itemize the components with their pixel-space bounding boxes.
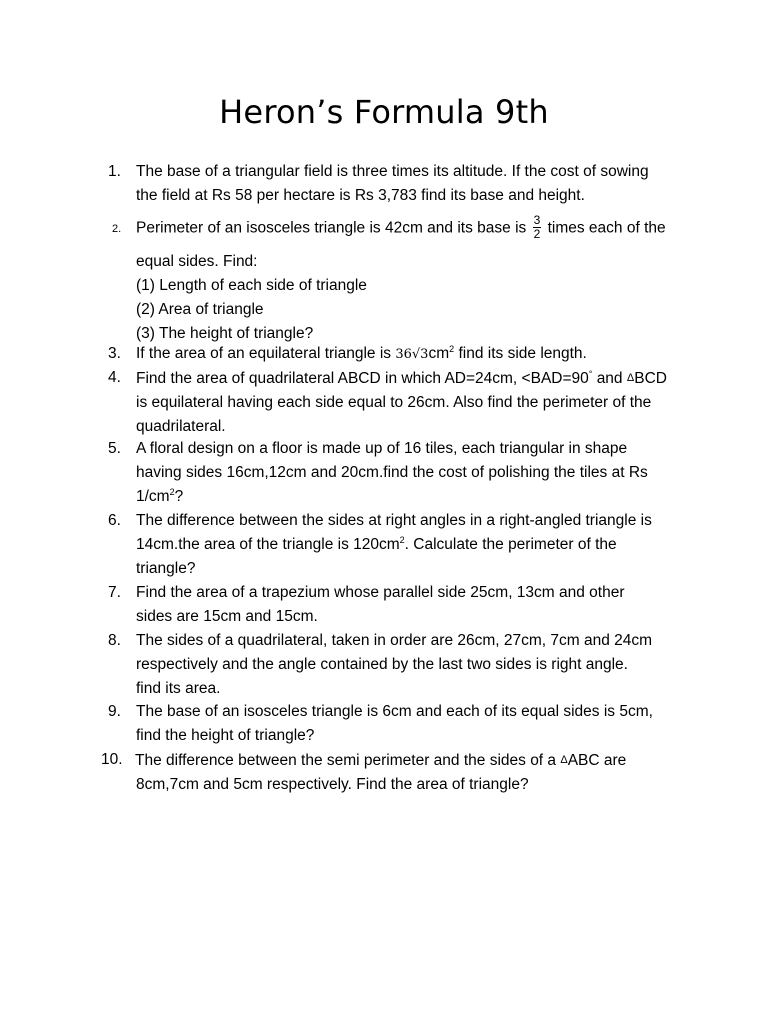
fraction-numerator: 3 — [533, 213, 541, 227]
math-expression: 36√3 — [395, 347, 429, 362]
fraction-denominator: 2 — [533, 227, 541, 241]
question-9 — [108, 700, 696, 748]
question-text: find the height of triangle? — [136, 727, 315, 744]
question-text — [136, 215, 696, 242]
question-text — [136, 366, 696, 391]
unit: cm — [428, 345, 450, 362]
sub-question: (2) Area of triangle — [136, 301, 264, 318]
question-text: A floral design on a floor is made up of 16 tiles, each triangular in shape — [136, 440, 628, 457]
question-number: 4. — [108, 369, 121, 386]
question-text-part: If the area of an equilateral triangle is — [136, 345, 392, 362]
question-text-part: find its side length. — [458, 345, 587, 362]
question-text: The base of a triangular field is three times its altitude. If the cost of sowing — [136, 163, 649, 180]
question-number: 1. — [108, 163, 121, 180]
question-text-part: times each of the — [547, 219, 666, 237]
question-text: sides are 15cm and 15cm. — [136, 608, 318, 625]
question-number: 7. — [108, 584, 121, 601]
question-text-part: ? — [174, 488, 184, 505]
question-number: 6. — [108, 512, 121, 529]
question-text: The sides of a quadrilateral, taken in order are 26cm, 27cm, 7cm and 24cm — [136, 632, 653, 649]
question-text-part: ABC are — [567, 752, 627, 769]
question-text: the field at Rs 58 per hectare is Rs 3,783 find its base and height. — [136, 187, 585, 204]
question-text: 8cm,7cm and 5cm respectively. Find the area of triangle? — [136, 776, 529, 793]
question-text-part: 1/cm — [136, 488, 170, 505]
question-text — [136, 485, 696, 509]
question-text — [135, 748, 696, 773]
superscript: 2 — [399, 534, 405, 545]
question-text-part: and — [596, 370, 623, 387]
question-text: is equilateral having each side equal to 26cm. Also find the perimeter of the — [136, 394, 652, 411]
question-text: quadrilateral. — [136, 418, 226, 435]
question-7 — [108, 581, 696, 629]
question-text — [136, 342, 696, 367]
question-text: equal sides. Find: — [136, 253, 258, 270]
question-text-part: 14cm.the area of the triangle is 120cm — [136, 536, 400, 553]
degree-symbol: ° — [588, 368, 593, 379]
question-text-part: . Calculate the perimeter of the — [404, 536, 617, 553]
page-title: Heron’s Formula 9th — [219, 93, 549, 131]
question-number: 2. — [112, 223, 122, 235]
question-8 — [108, 629, 696, 701]
question-text: Find the area of a trapezium whose parallel side 25cm, 13cm and other — [136, 584, 625, 601]
fraction — [533, 214, 542, 241]
question-text: respectively and the angle contained by the last two sides is right angle. — [136, 656, 628, 673]
question-2 — [112, 213, 696, 346]
question-text: having sides 16cm,12cm and 20cm.find the cost of polishing the tiles at Rs — [136, 464, 648, 481]
question-10 — [101, 748, 696, 797]
question-number: 10. — [101, 751, 123, 768]
question-text: The difference between the sides at right angles in a right-angled triangle is — [136, 512, 652, 529]
question-text: triangle? — [136, 560, 196, 577]
sub-question: (3) The height of triangle? — [136, 325, 314, 342]
question-3 — [108, 342, 696, 367]
triangle-symbol: Δ — [560, 754, 568, 766]
question-1 — [108, 160, 696, 208]
question-text: find its area. — [136, 680, 221, 697]
question-4 — [108, 366, 696, 439]
question-text-part: The difference between the semi perimeter and the sides of a — [135, 752, 557, 769]
question-text-part: BCD — [634, 370, 667, 387]
question-5 — [108, 437, 696, 509]
question-number: 5. — [108, 440, 121, 457]
sub-question: (1) Length of each side of triangle — [136, 277, 367, 294]
question-text — [136, 533, 696, 557]
triangle-symbol: Δ — [626, 372, 635, 384]
question-number: 9. — [108, 703, 121, 720]
question-text-part: Find the area of quadrilateral ABCD in which AD=24cm, <BAD=90 — [136, 370, 589, 387]
question-text-part: Perimeter of an isosceles triangle is 42cm and its base is — [136, 219, 527, 237]
question-number: 3. — [108, 345, 121, 362]
question-text: The base of an isosceles triangle is 6cm and each of its equal sides is 5cm, — [136, 703, 653, 720]
question-number: 8. — [108, 632, 121, 649]
superscript: 2 — [169, 486, 175, 497]
superscript: 2 — [449, 343, 455, 354]
question-6 — [108, 509, 696, 581]
